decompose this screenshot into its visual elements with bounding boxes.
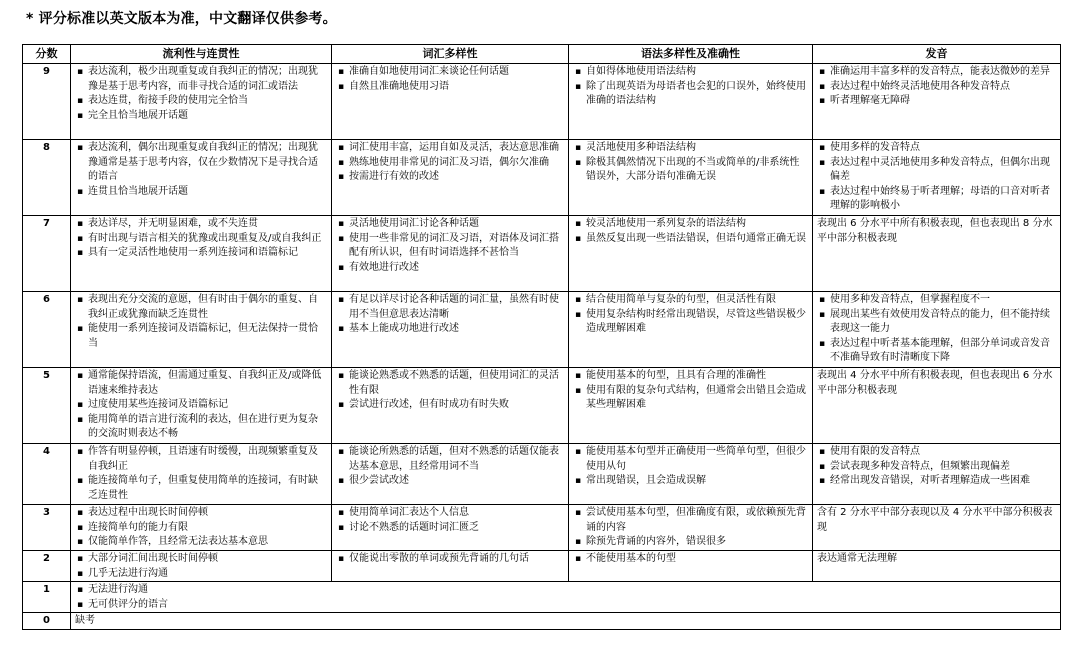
descriptor-list: [817, 445, 1056, 489]
descriptor-item: ▪ 词汇使用丰富，运用自如及灵活，表达意思准确: [336, 141, 564, 156]
cell-grammar: [569, 368, 813, 444]
descriptor-item: ▪ 常出现错误，且会造成误解: [573, 474, 808, 489]
descriptor-text: 缺考: [75, 615, 95, 626]
descriptor-item: ▪ 除极其偶然情况下出现的不当或简单的/非系统性错误外，大部分语句准确无误: [573, 156, 808, 185]
cell-grammar: [569, 140, 813, 216]
cell-fluency: [71, 140, 332, 216]
cell-pronunciation: [813, 368, 1061, 444]
descriptor-item: ▪ 使用有限的发音特点: [817, 445, 1056, 460]
descriptor-list: [336, 217, 564, 275]
cell-pronunciation: [813, 292, 1061, 368]
cell-grammar: [569, 551, 813, 582]
cell-fluency: [71, 216, 332, 292]
descriptor-item: ▪ 能谈论熟悉或不熟悉的话题，但使用词汇的灵活性有限: [336, 369, 564, 398]
descriptor-item: ▪ 连接简单句的能力有限: [75, 521, 327, 536]
cell-grammar: [569, 444, 813, 505]
cell-pronunciation: [813, 140, 1061, 216]
descriptor-item: ▪ 仅能简单作答，且经常无法表达基本意思: [75, 535, 327, 550]
descriptor-item: ▪ 虽然反复出现一些语法错误，但语句通常正确无误: [573, 232, 808, 247]
descriptor-list: [75, 293, 327, 351]
cell-fluency: [71, 444, 332, 505]
descriptor-item: ▪ 经常出现发音错误，对听者理解造成一些困难: [817, 474, 1056, 489]
descriptor-text: 表现出 4 分水平中所有积极表现，但也表现出 6 分水平中部分积极表现: [817, 370, 1053, 396]
descriptor-item: ▪ 不能使用基本的句型: [573, 552, 808, 567]
descriptor-item: ▪ 使用简单词汇表达个人信息: [336, 506, 564, 521]
descriptor-item: ▪ 熟练地使用非常见的词汇及习语，偶尔欠准确: [336, 156, 564, 171]
descriptor-item: ▪ 表达流利，偶尔出现重复或自我纠正的情况；出现犹豫通常是基于思考内容，仅在少数情况下是寻找合适的语言: [75, 141, 327, 185]
descriptor-list: [573, 445, 808, 489]
band-row: [23, 64, 1061, 140]
note-title: * 评分标准以英文版本为准，中文翻译仅供参考。: [26, 11, 337, 27]
band-score: 6: [23, 292, 71, 368]
descriptor-item: ▪ 连贯且恰当地展开话题: [75, 185, 327, 200]
descriptor-item: ▪ 仅能说出零散的单词或预先背诵的几句话: [336, 552, 564, 567]
descriptor-item: ▪ 表达流利，极少出现重复或自我纠正的情况；出现犹豫是基于思考内容，而非寻找合适的词汇或语法: [75, 65, 327, 94]
cell-fluency: [71, 582, 1061, 613]
descriptor-item: ▪ 表达过程中听者基本能理解，但部分单词或音发音不准确导致有时清晰度下降: [817, 337, 1056, 366]
descriptor-item: ▪ 能使用基本的句型，且具有合理的准确性: [573, 369, 808, 384]
descriptor-item: ▪ 灵活地使用词汇讨论各种话题: [336, 217, 564, 232]
cell-pronunciation: [813, 216, 1061, 292]
descriptor-item: ▪ 能连接简单句子，但重复使用简单的连接词，有时缺乏连贯性: [75, 474, 327, 503]
cell-lexical: [332, 444, 569, 505]
descriptor-list: [817, 293, 1056, 366]
descriptor-item: ▪ 表达过程中始终易于听者理解；母语的口音对听者理解的影响极小: [817, 185, 1056, 214]
descriptor-list: [573, 141, 808, 185]
descriptor-list: [75, 552, 327, 581]
band-row: [23, 551, 1061, 582]
cell-pronunciation: [813, 444, 1061, 505]
descriptor-item: ▪ 听者理解毫无障碍: [817, 94, 1056, 109]
descriptor-item: ▪ 无可供评分的语言: [75, 598, 1056, 613]
descriptor-list: [573, 65, 808, 109]
descriptor-list: [75, 65, 327, 123]
descriptor-list: [336, 552, 564, 567]
band-row: [23, 582, 1061, 613]
descriptor-item: ▪ 有足以详尽讨论各种话题的词汇量，虽然有时使用不当但意思表达清晰: [336, 293, 564, 322]
descriptor-item: ▪ 表现出充分交流的意愿，但有时由于偶尔的重复、自我纠正或犹豫而缺乏连贯性: [75, 293, 327, 322]
band-score: 1: [23, 582, 71, 613]
header-lexical: 词汇多样性: [332, 45, 569, 64]
descriptor-item: ▪ 通常能保持语流，但需通过重复、自我纠正及/或降低语速来维持表达: [75, 369, 327, 398]
descriptor-list: [336, 141, 564, 185]
cell-fluency: [71, 64, 332, 140]
descriptor-item: ▪ 能使用基本句型并正确使用一些简单句型，但很少使用从句: [573, 445, 808, 474]
cell-grammar: [569, 292, 813, 368]
descriptor-item: ▪ 按需进行有效的改述: [336, 170, 564, 185]
cell-lexical: [332, 64, 569, 140]
descriptor-list: [817, 141, 1056, 214]
descriptor-item: ▪ 具有一定灵活性地使用一系列连接词和语篇标记: [75, 246, 327, 261]
descriptor-list: [75, 583, 1056, 612]
cell-lexical: [332, 216, 569, 292]
band-score: 5: [23, 368, 71, 444]
descriptor-item: ▪ 表达过程中灵活地使用多种发音特点，但偶尔出现偏差: [817, 156, 1056, 185]
band-row: [23, 140, 1061, 216]
descriptor-item: ▪ 使用多种发音特点，但掌握程度不一: [817, 293, 1056, 308]
descriptor-text: 表达通常无法理解: [817, 553, 897, 564]
band-row: [23, 292, 1061, 368]
descriptor-item: ▪ 大部分词汇间出现长时间停顿: [75, 552, 327, 567]
descriptor-text: 含有 2 分水平中部分表现以及 4 分水平中部分积极表现: [817, 507, 1053, 533]
cell-pronunciation: [813, 64, 1061, 140]
descriptor-item: ▪ 有时出现与语言相关的犹豫或出现重复及/或自我纠正: [75, 232, 327, 247]
descriptor-item: ▪ 讨论不熟悉的话题时词汇匮乏: [336, 521, 564, 536]
descriptor-item: ▪ 展现出某些有效使用发音特点的能力，但不能持续表现这一能力: [817, 308, 1056, 337]
band-score: 7: [23, 216, 71, 292]
descriptor-item: ▪ 除预先背诵的内容外，错误很多: [573, 535, 808, 550]
cell-lexical: [332, 292, 569, 368]
descriptor-item: ▪ 过度使用某些连接词及语篇标记: [75, 398, 327, 413]
cell-pronunciation: [813, 505, 1061, 551]
header-row: [23, 45, 1061, 64]
descriptor-item: ▪ 能谈论所熟悉的话题，但对不熟悉的话题仅能表达基本意思，且经常用词不当: [336, 445, 564, 474]
descriptor-item: ▪ 表达连贯，衔接手段的使用完全恰当: [75, 94, 327, 109]
cell-lexical: [332, 140, 569, 216]
descriptor-item: ▪ 使用有限的复杂句式结构，但通常会出错且会造成某些理解困难: [573, 384, 808, 413]
descriptor-item: ▪ 表达过程中始终灵活地使用各种发音特点: [817, 80, 1056, 95]
descriptor-item: ▪ 使用复杂结构时经常出现错误，尽管这些错误极少造成理解困难: [573, 308, 808, 337]
descriptor-list: [336, 369, 564, 413]
header-score: 分数: [23, 45, 71, 64]
descriptor-list: [336, 506, 564, 535]
descriptor-text: 表现出 6 分水平中所有积极表现，但也表现出 8 分水平中部分积极表现: [817, 218, 1053, 244]
descriptor-item: ▪ 结合使用简单与复杂的句型，但灵活性有限: [573, 293, 808, 308]
descriptor-list: [336, 445, 564, 489]
descriptor-list: [75, 369, 327, 442]
cell-fluency: [71, 368, 332, 444]
band-score: 8: [23, 140, 71, 216]
band-row: [23, 216, 1061, 292]
descriptor-list: [336, 293, 564, 337]
descriptor-item: ▪ 使用多样的发音特点: [817, 141, 1056, 156]
descriptor-item: ▪ 完全且恰当地展开话题: [75, 109, 327, 124]
cell-fluency: [71, 505, 332, 551]
band-score: 4: [23, 444, 71, 505]
cell-lexical: [332, 368, 569, 444]
descriptor-item: ▪ 无法进行沟通: [75, 583, 1056, 598]
descriptor-list: [75, 217, 327, 261]
descriptor-item: ▪ 准确自如地使用词汇来谈论任何话题: [336, 65, 564, 80]
band-score: 9: [23, 64, 71, 140]
descriptor-list: [817, 65, 1056, 109]
descriptor-list: [75, 445, 327, 503]
cell-grammar: [569, 505, 813, 551]
descriptor-item: ▪ 自然且准确地使用习语: [336, 80, 564, 95]
descriptor-item: ▪ 尝试表现多种发音特点，但频繁出现偏差: [817, 460, 1056, 475]
descriptor-list: [573, 369, 808, 413]
header-grammar: 语法多样性及准确性: [569, 45, 813, 64]
descriptor-item: ▪ 有效地进行改述: [336, 261, 564, 276]
descriptor-list: [573, 552, 808, 567]
header-fluency: 流利性与连贯性: [71, 45, 332, 64]
cell-grammar: [569, 64, 813, 140]
header-pronunciation: 发音: [813, 45, 1061, 64]
descriptor-item: ▪ 作答有明显停顿，且语速有时缓慢，出现频繁重复及自我纠正: [75, 445, 327, 474]
band-row: [23, 613, 1061, 630]
cell-pronunciation: [813, 551, 1061, 582]
cell-lexical: [332, 551, 569, 582]
descriptor-item: ▪ 准确运用丰富多样的发音特点，能表达微妙的差异: [817, 65, 1056, 80]
descriptor-item: ▪ 较灵活地使用一系列复杂的语法结构: [573, 217, 808, 232]
cell-lexical: [332, 505, 569, 551]
descriptor-item: ▪ 表达详尽，并无明显困难，或不失连贯: [75, 217, 327, 232]
descriptor-item: ▪ 灵活地使用多种语法结构: [573, 141, 808, 156]
cell-fluency: [71, 551, 332, 582]
rubric-body: [23, 64, 1061, 630]
band-row: [23, 368, 1061, 444]
descriptor-item: ▪ 基本上能成功地进行改述: [336, 322, 564, 337]
descriptor-list: [573, 217, 808, 246]
cell-fluency: [71, 292, 332, 368]
band-score: 0: [23, 613, 71, 630]
descriptor-item: ▪ 能用简单的语言进行流利的表达，但在进行更为复杂的交流时则表达不畅: [75, 413, 327, 442]
descriptor-item: ▪ 尝试使用基本句型，但准确度有限，或依赖预先背诵的内容: [573, 506, 808, 535]
descriptor-item: ▪ 几乎无法进行沟通: [75, 567, 327, 582]
band-score: 2: [23, 551, 71, 582]
descriptor-item: ▪ 自如得体地使用语法结构: [573, 65, 808, 80]
descriptor-list: [336, 65, 564, 94]
cell-fluency: [71, 613, 1061, 630]
band-row: [23, 505, 1061, 551]
rubric-table: [22, 44, 1061, 630]
descriptor-list: [573, 293, 808, 337]
descriptor-item: ▪ 很少尝试改述: [336, 474, 564, 489]
descriptor-list: [75, 141, 327, 199]
descriptor-list: [573, 506, 808, 550]
band-score: 3: [23, 505, 71, 551]
descriptor-item: ▪ 尝试进行改述，但有时成功有时失败: [336, 398, 564, 413]
descriptor-item: ▪ 使用一些非常见的词汇及习语，对语体及词汇搭配有所认识，但有时词语选择不甚恰当: [336, 232, 564, 261]
descriptor-item: ▪ 除了出现英语为母语者也会犯的口误外，始终使用准确的语法结构: [573, 80, 808, 109]
descriptor-item: ▪ 表达过程中出现长时间停顿: [75, 506, 327, 521]
descriptor-list: [75, 506, 327, 550]
cell-grammar: [569, 216, 813, 292]
band-row: [23, 444, 1061, 505]
descriptor-item: ▪ 能使用一系列连接词及语篇标记，但无法保持一贯恰当: [75, 322, 327, 351]
